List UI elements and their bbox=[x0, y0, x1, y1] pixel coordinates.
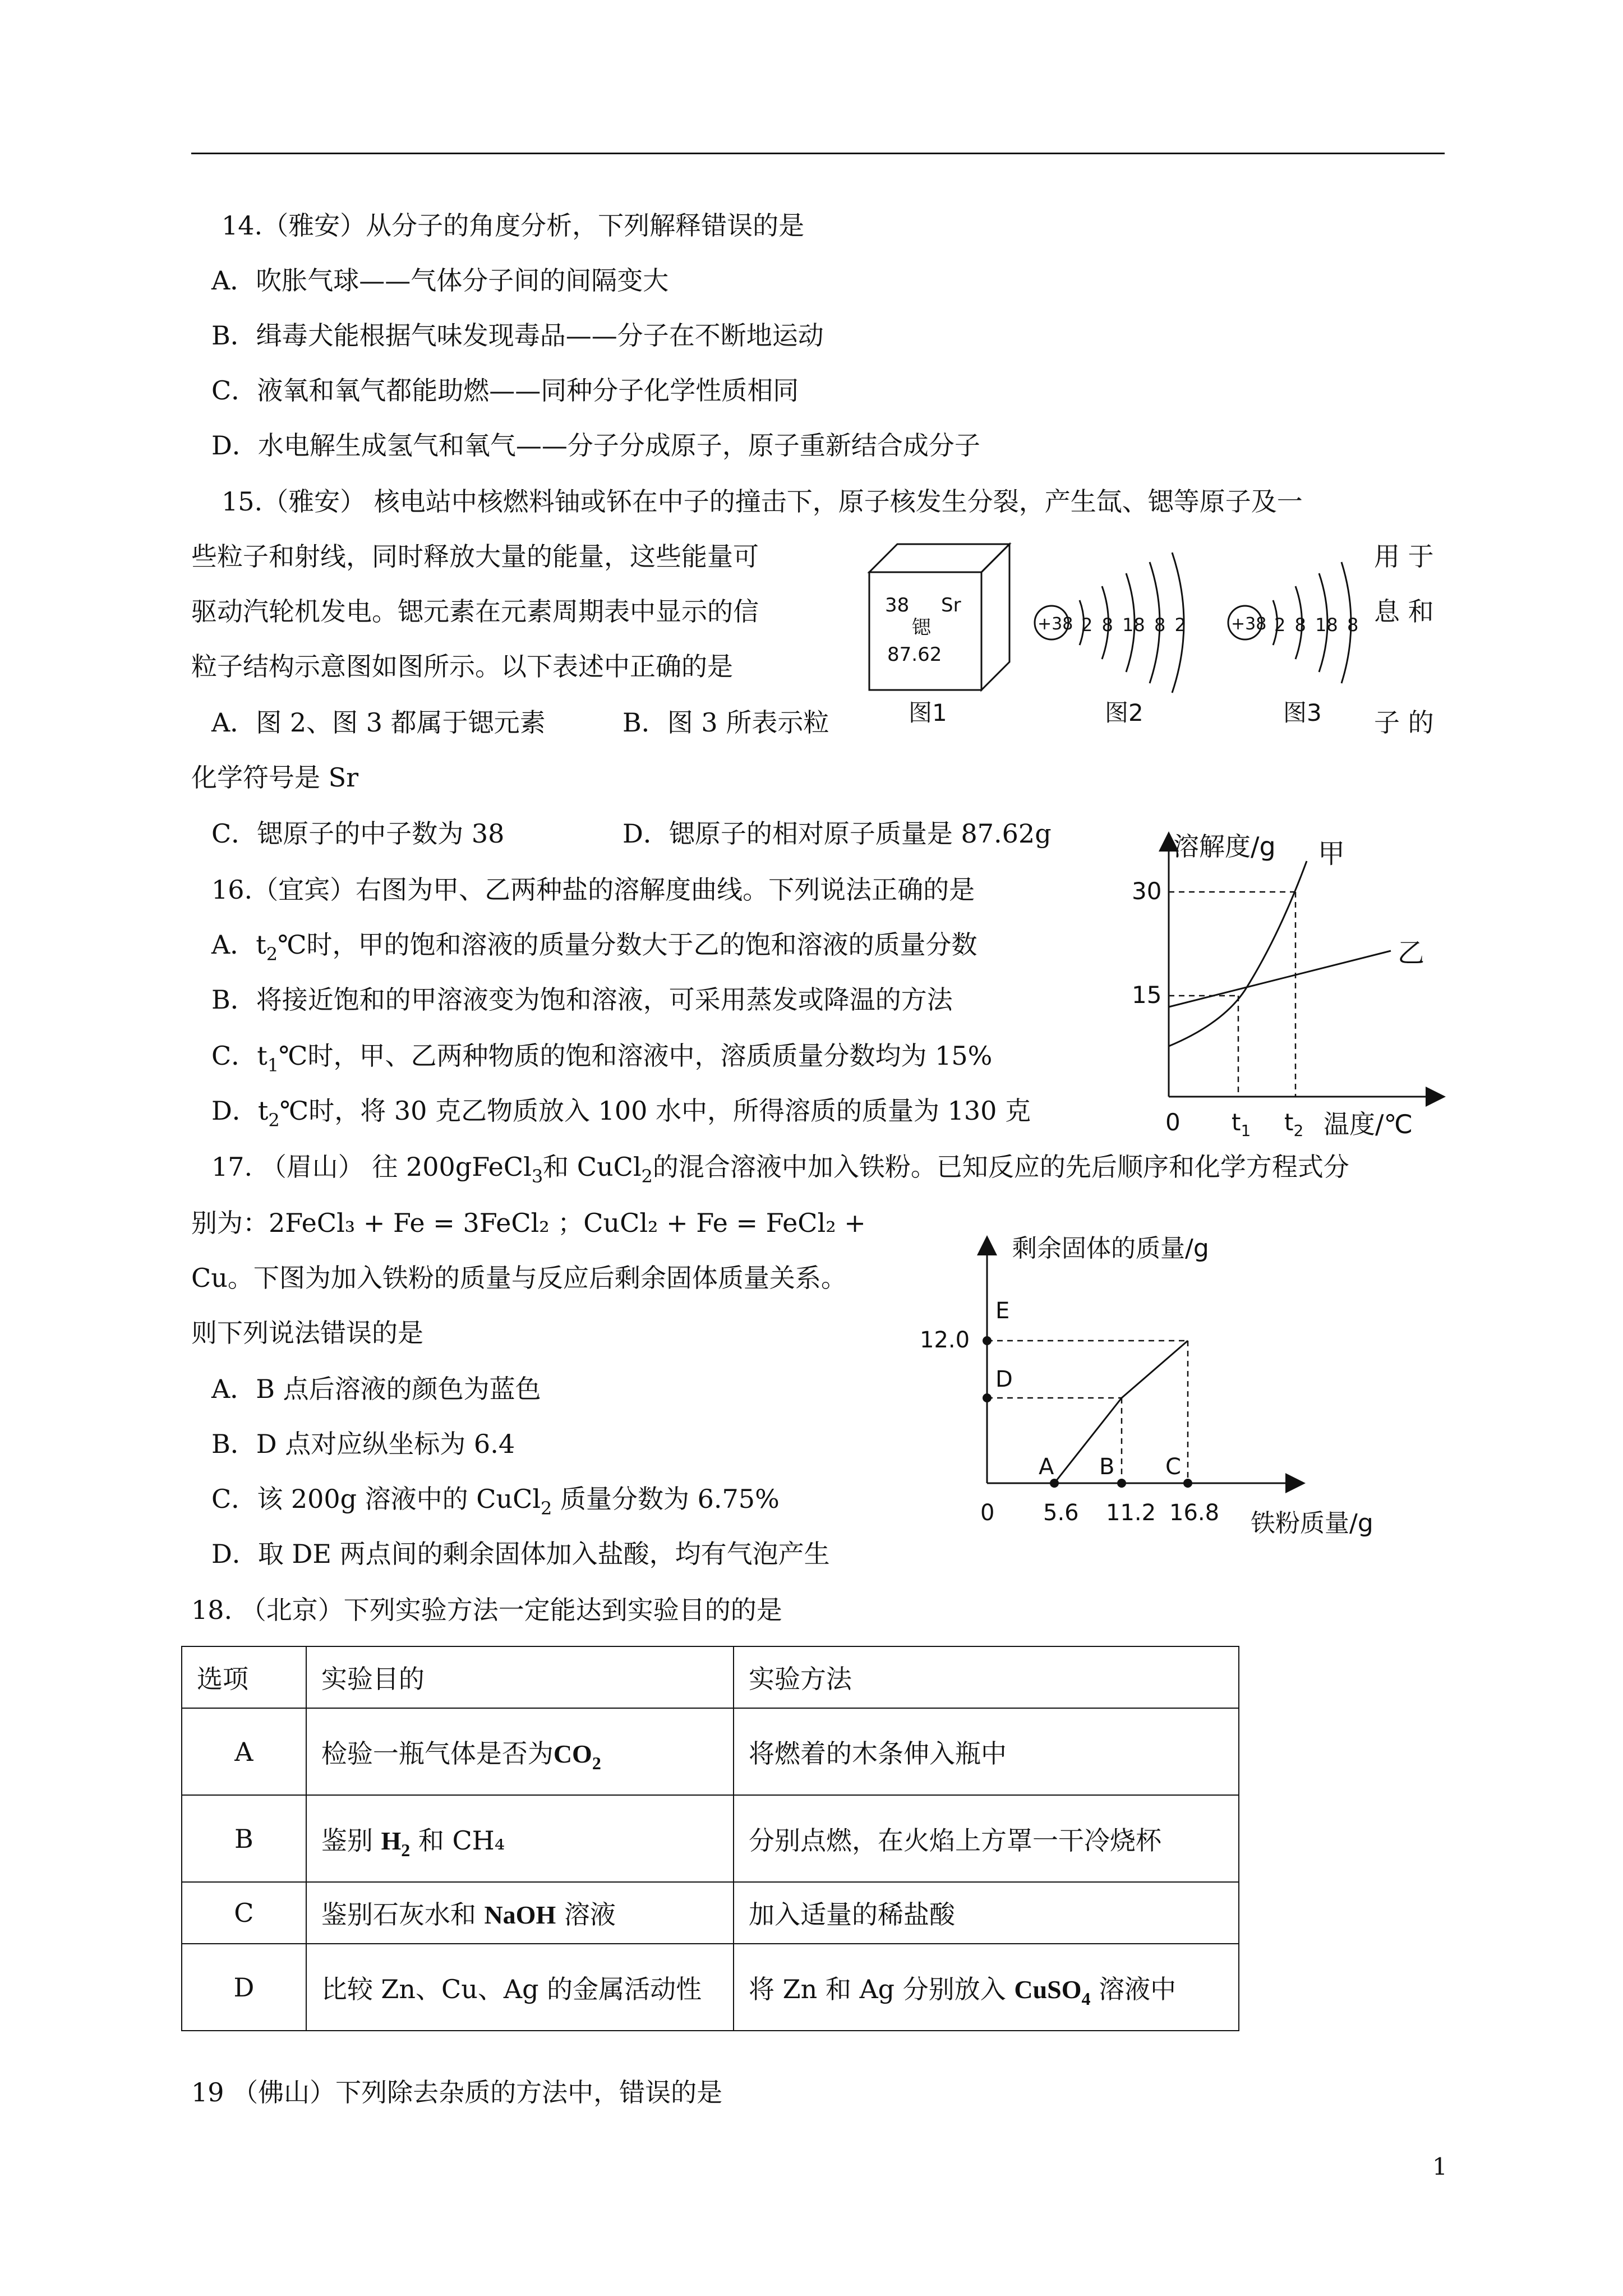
periodic-table-cell bbox=[869, 544, 1009, 690]
label-c: C bbox=[1165, 1454, 1181, 1480]
q15-option-b: B．图 3 所表示粒 bbox=[623, 707, 829, 738]
row-option: B bbox=[182, 1795, 306, 1882]
element-name: 锶 bbox=[912, 616, 931, 639]
q15-option-c: C．锶原子的中子数为 38 bbox=[211, 818, 505, 849]
q16-option-d: D．$t_2℃$时，将 30 克乙物质放入 100 水中，所得溶质的质量为 130 克 bbox=[211, 1096, 1031, 1131]
row-goal: 鉴别石灰水和 NaOH 溶液 bbox=[306, 1882, 734, 1944]
fig2-caption: 图2 bbox=[1105, 699, 1144, 726]
q15-option-d: D．锶原子的相对原子质量是 87.62g bbox=[623, 818, 1052, 849]
table-header-row bbox=[182, 1646, 1239, 1708]
t1-label: $t_1$ bbox=[1232, 1108, 1251, 1140]
solubility-chart bbox=[1110, 825, 1458, 1150]
iron-powder-chart bbox=[892, 1223, 1396, 1548]
series-yi-label: 乙 bbox=[1398, 937, 1425, 969]
origin-label: 0 bbox=[1165, 1108, 1181, 1136]
fig2-nucleus: +38 bbox=[1038, 614, 1073, 634]
fig2-shells: 2 8 18 8 2 bbox=[1081, 614, 1186, 636]
q18-stem: 18. （北京）下列实验方法一定能达到实验目的的是 bbox=[191, 1595, 782, 1625]
y-tick-12: 12.0 bbox=[920, 1327, 970, 1353]
header-goal: 实验目的 bbox=[306, 1646, 734, 1708]
element-symbol: Sr bbox=[941, 594, 961, 616]
q15-line3: 驱动汽轮机发电。锶元素在元素周期表中显示的信 bbox=[191, 596, 759, 627]
row-goal: 比较 Zn、Cu、Ag 的金属活动性 bbox=[306, 1944, 734, 2031]
table-row bbox=[182, 1795, 1239, 1882]
point-a bbox=[1050, 1479, 1059, 1488]
x-tick-16.8: 16.8 bbox=[1169, 1500, 1220, 1526]
header-option: 选项 bbox=[182, 1646, 306, 1708]
x-axis-label: 温度/℃ bbox=[1324, 1109, 1413, 1139]
q17-option-a: A．B 点后溶液的颜色为蓝色 bbox=[211, 1374, 541, 1404]
table-row bbox=[182, 1708, 1239, 1795]
row-method: 加入适量的稀盐酸 bbox=[734, 1882, 1239, 1944]
q17-option-c: C．该 200g 溶液中的 CuCl$_2$ 质量分数为 6.75% bbox=[211, 1484, 780, 1519]
strontium-figures bbox=[858, 533, 1363, 735]
q17-option-b: B．D 点对应纵坐标为 6.4 bbox=[211, 1429, 515, 1459]
header-method: 实验方法 bbox=[734, 1646, 1239, 1708]
q15-line1: 15.（雅安） 核电站中核燃料铀或钚在中子的撞击下，原子核发生分裂，产生氙、锶等原子及一 bbox=[222, 486, 1303, 517]
q16-option-c: C．$t_1℃$时，甲、乙两种物质的饱和溶液中，溶质质量分数均为 15% bbox=[211, 1041, 993, 1076]
origin-label: 0 bbox=[980, 1500, 995, 1526]
label-b: B bbox=[1099, 1454, 1115, 1480]
table-row bbox=[182, 1944, 1239, 2031]
y-tick-30: 30 bbox=[1132, 877, 1162, 905]
row-method: 将燃着的木条伸入瓶中 bbox=[734, 1708, 1239, 1795]
q16-option-a: A．$t_2℃$时，甲的饱和溶液的质量分数大于乙的饱和溶液的质量分数 bbox=[211, 930, 978, 965]
t2-label: $t_2$ bbox=[1284, 1108, 1304, 1140]
q19-stem: 19 （佛山）下列除去杂质的方法中，错误的是 bbox=[191, 2077, 723, 2108]
y-axis-label: 溶解度/g bbox=[1173, 831, 1276, 862]
fig1-caption: 图1 bbox=[909, 699, 947, 726]
table-row bbox=[182, 1882, 1239, 1944]
q15-line6: 化学符号是 Sr bbox=[191, 762, 359, 793]
y-tick-15: 15 bbox=[1132, 981, 1162, 1009]
q15-option-a: A．图 2、图 3 都属于锶元素 bbox=[211, 707, 546, 738]
q15-line3-right: 息 和 bbox=[1374, 596, 1434, 627]
fig3-shells: 2 8 18 8 bbox=[1274, 614, 1359, 636]
x-tick-5.6: 5.6 bbox=[1043, 1500, 1079, 1526]
q15-line2-right: 用 于 bbox=[1374, 541, 1434, 572]
atom-structure-fig3 bbox=[1228, 562, 1358, 683]
label-e: E bbox=[995, 1298, 1010, 1324]
q15-line5-right: 子 的 bbox=[1374, 707, 1434, 738]
fig3-caption: 图3 bbox=[1283, 699, 1322, 726]
series-jia-label: 甲 bbox=[1318, 838, 1345, 869]
header-rule bbox=[191, 153, 1445, 154]
q17-line3: Cu。下图为加入铁粉的质量与反应后剩余固体质量关系。 bbox=[191, 1263, 847, 1293]
q14-option-c: C．液氧和氧气都能助燃——同种分子化学性质相同 bbox=[211, 375, 799, 406]
point-c bbox=[1183, 1479, 1192, 1488]
point-b bbox=[1117, 1479, 1126, 1488]
experiment-table bbox=[181, 1646, 1239, 2031]
q14-option-a: A．吹胀气球——气体分子间的间隔变大 bbox=[211, 265, 669, 296]
q14-option-d: D．水电解生成氢气和氧气——分子分成原子，原子重新结合成分子 bbox=[211, 430, 980, 461]
x-axis-label: 铁粉质量/g bbox=[1251, 1509, 1373, 1538]
q14-stem: 14.（雅安）从分子的角度分析，下列解释错误的是 bbox=[222, 210, 805, 241]
row-goal: 检验一瓶气体是否为$CO_2$ bbox=[306, 1708, 734, 1795]
point-d bbox=[983, 1393, 992, 1402]
atom-structure-fig2 bbox=[1035, 553, 1186, 693]
row-method: 将 Zn 和 Ag 分别放入 CuSO$_4$ 溶液中 bbox=[734, 1944, 1239, 2031]
q14-option-b: B．缉毒犬能根据气味发现毒品——分子在不断地运动 bbox=[211, 320, 824, 351]
atomic-number: 38 bbox=[885, 594, 910, 616]
row-option: D bbox=[182, 1944, 306, 2031]
q17-line1: 17. （眉山） 往 200gFeCl$_3$和 CuCl$_2$的混合溶液中加入铁粉。已知反应的先后顺序和化学方程式分 bbox=[211, 1152, 1349, 1187]
x-tick-11.2: 11.2 bbox=[1106, 1500, 1156, 1526]
page-number: 1 bbox=[1432, 2153, 1447, 2180]
fig3-nucleus: +38 bbox=[1231, 614, 1267, 634]
q16-option-b: B．将接近饱和的甲溶液变为饱和溶液，可采用蒸发或降温的方法 bbox=[211, 984, 953, 1015]
q16-stem: 16.（宜宾）右图为甲、乙两种盐的溶解度曲线。下列说法正确的是 bbox=[211, 875, 975, 905]
q17-line2: 别为：2FeCl₃ + Fe = 3FeCl₂ ；CuCl₂ + Fe = FeCl₂ + bbox=[191, 1208, 866, 1238]
q17-option-d: D．取 DE 两点间的剩余固体加入盐酸，均有气泡产生 bbox=[211, 1539, 830, 1569]
y-axis-label: 剩余固体的质量/g bbox=[1012, 1234, 1209, 1263]
row-option: A bbox=[182, 1708, 306, 1795]
label-d: D bbox=[995, 1366, 1013, 1392]
q15-line4: 粒子结构示意图如图所示。以下表述中正确的是 bbox=[191, 651, 733, 682]
q17-line4: 则下列说法错误的是 bbox=[191, 1318, 423, 1348]
row-goal: 鉴别 $H_2$ 和 CH₄ bbox=[306, 1795, 734, 1882]
atomic-mass: 87.62 bbox=[887, 643, 942, 666]
row-method: 分别点燃，在火焰上方罩一干冷烧杯 bbox=[734, 1795, 1239, 1882]
point-e bbox=[983, 1336, 992, 1345]
label-a: A bbox=[1039, 1454, 1054, 1480]
row-option: C bbox=[182, 1882, 306, 1944]
q15-line2: 些粒子和射线，同时释放大量的能量，这些能量可 bbox=[191, 541, 759, 572]
curve-yi bbox=[1169, 951, 1391, 1007]
